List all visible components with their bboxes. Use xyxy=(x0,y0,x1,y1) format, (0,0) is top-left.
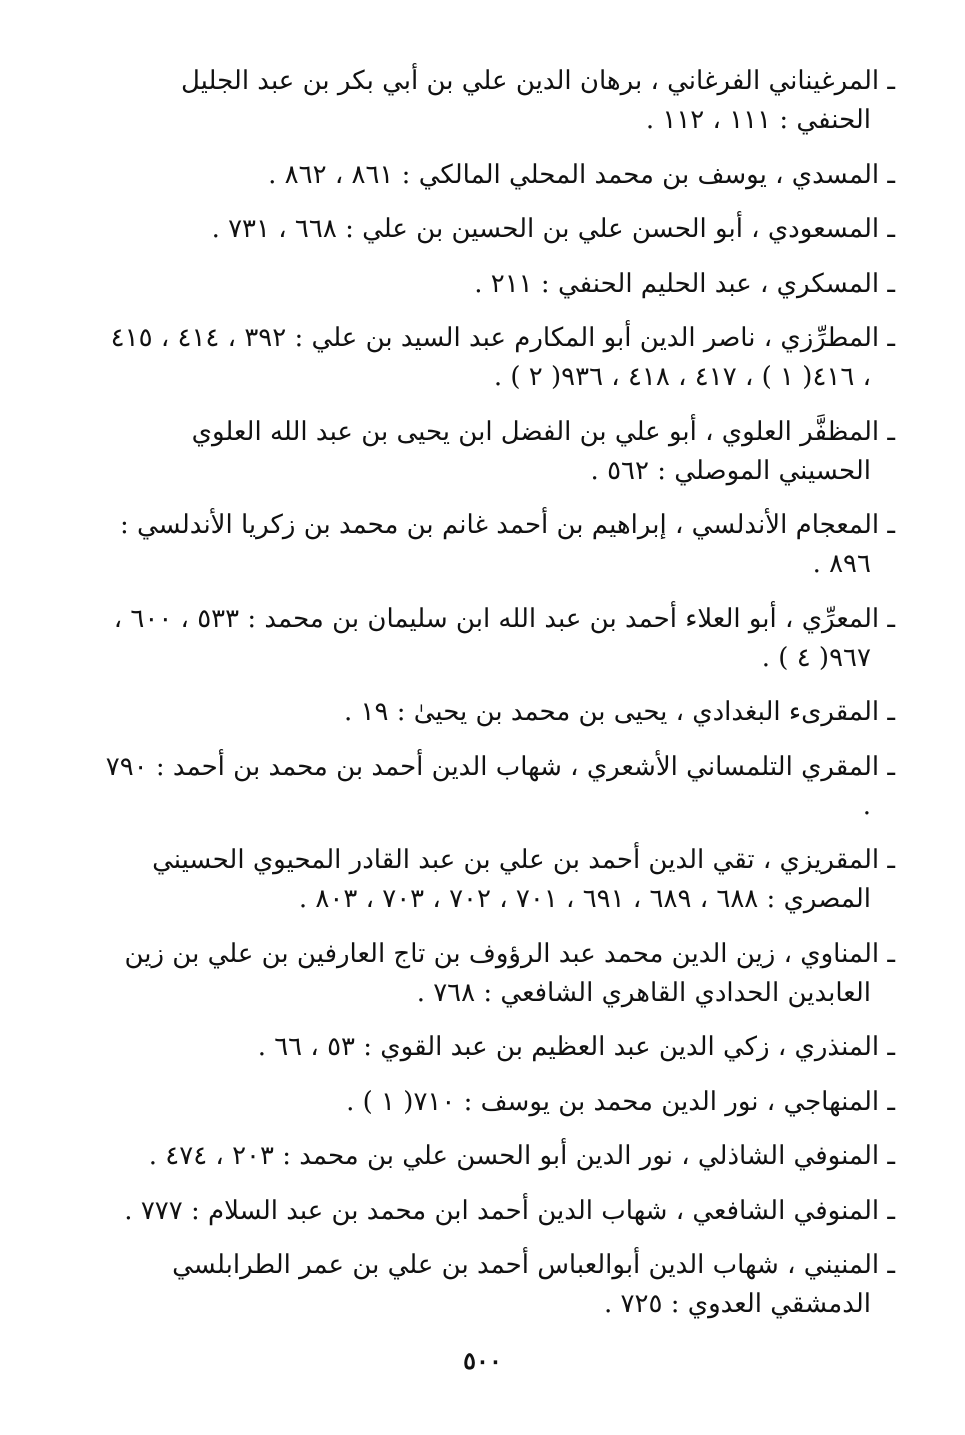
index-entries xyxy=(100,62,895,1340)
index-entry: ـ المقري التلمساني الأشعري ، شهاب الدين أحمد بن محمد بن أحمد : ٧٩٠ . xyxy=(105,751,895,821)
index-entry: ـ المعرِّي ، أبو العلاء أحمد بن عبد الله ابن سليمان بن محمد : ٥٣٣ ، ٦٠٠ ، ٩٦٧( ٤ ) . xyxy=(113,603,895,673)
index-entry: ـ المنوفي الشاذلي ، نور الدين أبو الحسن علي بن محمد : ٢٠٣ ، ٤٧٤ . xyxy=(148,1141,895,1171)
index-entry: ـ المنهاجي ، نور الدين محمد بن يوسف : ٧١٠( ١ ) . xyxy=(346,1086,895,1117)
index-entry: ـ المناوي ، زين الدين محمد عبد الرؤوف بن تاج العارفين بن علي بن زين العابدين الحدادي القاهري الشافعي : ٧٦٨ . xyxy=(124,938,895,1008)
page-number: ٥٠٠ xyxy=(463,1346,502,1375)
index-entry: ـ المنذري ، زكي الدين عبد العظيم بن عبد القوي : ٥٣ ، ٦٦ . xyxy=(257,1032,895,1062)
index-entry: ـ المسدي ، يوسف بن محمد المحلي المالكي : ٨٦١ ، ٨٦٢ . xyxy=(268,159,895,190)
index-entry: ـ المنوفي الشافعي ، شهاب الدين أحمد ابن محمد بن عبد السلام : ٧٧٧ . xyxy=(124,1195,895,1226)
index-entry: ـ المقرىء البغدادي ، يحيى بن محمد بن يحيىٰ : ١٩ . xyxy=(344,697,895,727)
index-entry: ـ المنيني ، شهاب الدين أبوالعباس أحمد بن علي بن عمر الطرابلسي الدمشقي العدوي : ٧٢٥ . xyxy=(172,1250,895,1319)
index-entry: ـ المرغيناني الفرغاني ، برهان الدين علي بن أبي بكر بن عبد الجليل الحنفي : ١١١ ، ١١٢ . xyxy=(180,66,895,135)
index-entry: ـ المقريزي ، تقي الدين أحمد بن علي بن عبد القادر المحيوي الحسيني المصري : ٦٨٨ ، ٦٨٩ ، ٦٩١ ، ٧٠١ ، ٧٠٢ ، ٧٠٣ ، ٨٠٣ . xyxy=(152,845,895,914)
index-entry: ـ المطرِّزي ، ناصر الدين أبو المكارم عبد السيد بن علي : ٣٩٢ ، ٤١٤ ، ٤١٥ ، ٤١٦( ١ ) ، ٤١٧ ، ٤١٨ ، ٩٣٦( ٢ ) . xyxy=(110,323,895,392)
index-entry: ـ المسعودي ، أبو الحسن علي بن الحسين بن علي : ٦٦٨ ، ٧٣١ . xyxy=(211,214,895,244)
index-entry: ـ المظفَّر العلوي ، أبو علي بن الفضل ابن يحيى بن عبد الله العلوي الحسيني الموصلي : ٥٦٢ . xyxy=(191,416,895,486)
index-entry: ـ المعجام الأندلسي ، إبراهيم بن أحمد غانم بن محمد بن زكريا الأندلسي : ٨٩٦ . xyxy=(119,510,895,579)
index-entry: ـ المسكري ، عبد الحليم الحنفي : ٢١١ . xyxy=(474,268,895,299)
